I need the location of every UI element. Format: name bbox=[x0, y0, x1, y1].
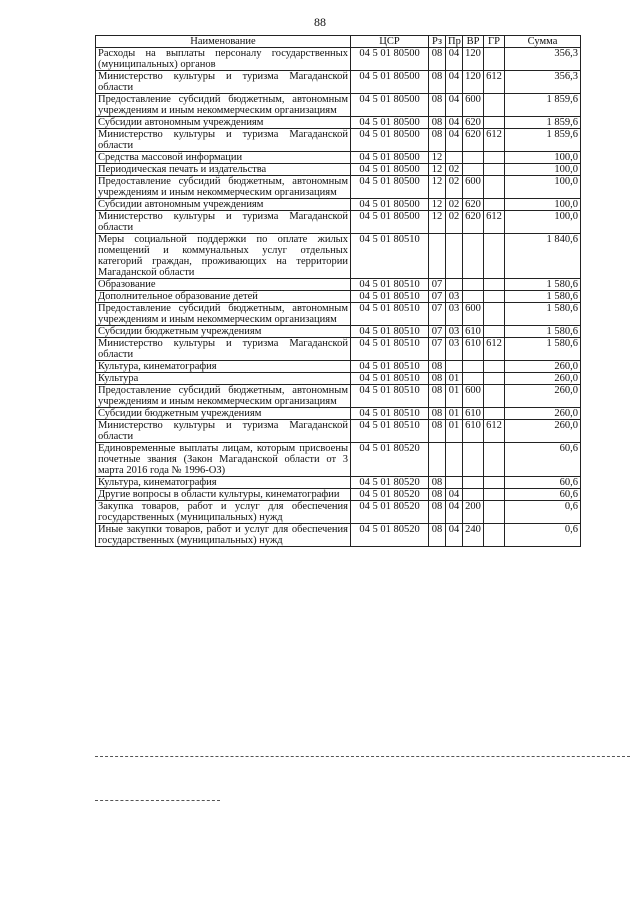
cell-gr: 612 bbox=[484, 129, 505, 152]
cell-rz: 12 bbox=[429, 176, 446, 199]
cell-csr: 04 5 01 80500 bbox=[351, 176, 429, 199]
cell-rz: 07 bbox=[429, 338, 446, 361]
table-body bbox=[96, 48, 581, 547]
cell-name: Субсидии автономным учреждениям bbox=[96, 199, 351, 211]
cell-gr bbox=[484, 117, 505, 129]
cell-vr bbox=[463, 361, 484, 373]
cell-name: Средства массовой информации bbox=[96, 152, 351, 164]
table-row bbox=[96, 117, 581, 129]
table-row bbox=[96, 373, 581, 385]
cell-gr: 612 bbox=[484, 420, 505, 443]
table-row bbox=[96, 94, 581, 117]
cell-name: Министерство культуры и туризма Магаданской области bbox=[96, 420, 351, 443]
cell-gr bbox=[484, 303, 505, 326]
table-row bbox=[96, 408, 581, 420]
cell-vr bbox=[463, 234, 484, 279]
cell-gr bbox=[484, 94, 505, 117]
cell-vr: 610 bbox=[463, 420, 484, 443]
table-row bbox=[96, 291, 581, 303]
cell-sum: 260,0 bbox=[505, 420, 581, 443]
table-row bbox=[96, 211, 581, 234]
table-row bbox=[96, 489, 581, 501]
table-header-row bbox=[96, 36, 581, 48]
cell-csr: 04 5 01 80500 bbox=[351, 48, 429, 71]
cell-csr: 04 5 01 80500 bbox=[351, 129, 429, 152]
cell-vr: 200 bbox=[463, 501, 484, 524]
table-row bbox=[96, 385, 581, 408]
cell-name: Министерство культуры и туризма Магаданской области bbox=[96, 211, 351, 234]
cell-pr: 04 bbox=[446, 501, 463, 524]
cell-name: Периодическая печать и издательства bbox=[96, 164, 351, 176]
cell-sum: 260,0 bbox=[505, 361, 581, 373]
cell-vr: 610 bbox=[463, 326, 484, 338]
cell-gr: 612 bbox=[484, 211, 505, 234]
cell-rz: 07 bbox=[429, 326, 446, 338]
cell-pr: 01 bbox=[446, 385, 463, 408]
cell-vr: 120 bbox=[463, 48, 484, 71]
cell-gr bbox=[484, 408, 505, 420]
cell-name: Предоставление субсидий бюджетным, автономным учреждениям и иным некоммерческим организациям bbox=[96, 385, 351, 408]
cell-pr: 04 bbox=[446, 48, 463, 71]
cell-csr: 04 5 01 80510 bbox=[351, 338, 429, 361]
cell-sum: 0,6 bbox=[505, 501, 581, 524]
cell-csr: 04 5 01 80500 bbox=[351, 199, 429, 211]
column-header-name: Наименование bbox=[96, 36, 351, 48]
cell-pr: 04 bbox=[446, 94, 463, 117]
cell-sum: 1 840,6 bbox=[505, 234, 581, 279]
cell-vr bbox=[463, 489, 484, 501]
table-row bbox=[96, 420, 581, 443]
cell-gr bbox=[484, 199, 505, 211]
cell-sum: 100,0 bbox=[505, 199, 581, 211]
cell-name: Меры социальной поддержки по оплате жилых помещений и коммунальных услуг отдельных категорий граждан, проживающих на территории Магаданской области bbox=[96, 234, 351, 279]
cell-sum: 100,0 bbox=[505, 152, 581, 164]
cell-csr: 04 5 01 80520 bbox=[351, 489, 429, 501]
cell-pr: 03 bbox=[446, 303, 463, 326]
cell-name: Иные закупки товаров, работ и услуг для обеспечения государственных (муниципальных) нужд bbox=[96, 524, 351, 547]
cell-vr bbox=[463, 164, 484, 176]
cell-csr: 04 5 01 80520 bbox=[351, 524, 429, 547]
cell-name: Культура bbox=[96, 373, 351, 385]
cell-rz: 12 bbox=[429, 164, 446, 176]
cell-csr: 04 5 01 80510 bbox=[351, 279, 429, 291]
cell-vr bbox=[463, 152, 484, 164]
cell-name: Предоставление субсидий бюджетным, автономным учреждениям и иным некоммерческим организациям bbox=[96, 303, 351, 326]
cell-vr: 240 bbox=[463, 524, 484, 547]
cell-pr: 02 bbox=[446, 164, 463, 176]
table-row bbox=[96, 443, 581, 477]
cell-csr: 04 5 01 80520 bbox=[351, 443, 429, 477]
cell-csr: 04 5 01 80520 bbox=[351, 501, 429, 524]
cell-vr bbox=[463, 279, 484, 291]
cell-gr: 612 bbox=[484, 71, 505, 94]
table-row bbox=[96, 303, 581, 326]
table-row bbox=[96, 279, 581, 291]
cell-csr: 04 5 01 80510 bbox=[351, 291, 429, 303]
table-row bbox=[96, 48, 581, 71]
cell-gr bbox=[484, 48, 505, 71]
cell-pr: 04 bbox=[446, 117, 463, 129]
cell-pr bbox=[446, 279, 463, 291]
cell-sum: 100,0 bbox=[505, 164, 581, 176]
cell-rz: 12 bbox=[429, 152, 446, 164]
cell-gr bbox=[484, 373, 505, 385]
cell-vr bbox=[463, 443, 484, 477]
table-row bbox=[96, 361, 581, 373]
cell-gr bbox=[484, 326, 505, 338]
cell-rz bbox=[429, 443, 446, 477]
table-row bbox=[96, 71, 581, 94]
cell-sum: 1 580,6 bbox=[505, 291, 581, 303]
cell-csr: 04 5 01 80510 bbox=[351, 234, 429, 279]
cell-sum: 0,6 bbox=[505, 524, 581, 547]
cell-rz: 07 bbox=[429, 291, 446, 303]
cell-pr: 03 bbox=[446, 326, 463, 338]
cell-pr: 01 bbox=[446, 373, 463, 385]
cell-vr: 620 bbox=[463, 211, 484, 234]
cell-rz: 08 bbox=[429, 117, 446, 129]
cell-rz: 08 bbox=[429, 361, 446, 373]
cell-vr: 620 bbox=[463, 129, 484, 152]
cell-vr: 600 bbox=[463, 385, 484, 408]
cell-vr: 610 bbox=[463, 338, 484, 361]
cell-name: Министерство культуры и туризма Магаданской области bbox=[96, 338, 351, 361]
table-row bbox=[96, 176, 581, 199]
cell-vr bbox=[463, 477, 484, 489]
cell-sum: 1 859,6 bbox=[505, 94, 581, 117]
cell-sum: 1 859,6 bbox=[505, 117, 581, 129]
cell-gr bbox=[484, 176, 505, 199]
cell-pr bbox=[446, 443, 463, 477]
cell-rz bbox=[429, 234, 446, 279]
column-header-gr: ГР bbox=[484, 36, 505, 48]
cell-csr: 04 5 01 80500 bbox=[351, 152, 429, 164]
cell-rz: 08 bbox=[429, 420, 446, 443]
cell-pr: 04 bbox=[446, 129, 463, 152]
cell-sum: 1 859,6 bbox=[505, 129, 581, 152]
cell-gr bbox=[484, 361, 505, 373]
cell-vr: 120 bbox=[463, 71, 484, 94]
table-row bbox=[96, 501, 581, 524]
cell-sum: 100,0 bbox=[505, 211, 581, 234]
cell-name: Дополнительное образование детей bbox=[96, 291, 351, 303]
cell-pr: 02 bbox=[446, 211, 463, 234]
cell-vr: 600 bbox=[463, 303, 484, 326]
cell-gr: 612 bbox=[484, 338, 505, 361]
cell-name: Субсидии автономным учреждениям bbox=[96, 117, 351, 129]
column-header-csr: ЦСР bbox=[351, 36, 429, 48]
cell-name: Культура, кинематография bbox=[96, 477, 351, 489]
footer-divider bbox=[95, 756, 630, 757]
cell-csr: 04 5 01 80500 bbox=[351, 94, 429, 117]
cell-gr bbox=[484, 443, 505, 477]
cell-sum: 260,0 bbox=[505, 373, 581, 385]
cell-name: Предоставление субсидий бюджетным, автономным учреждениям и иным некоммерческим организациям bbox=[96, 94, 351, 117]
cell-csr: 04 5 01 80500 bbox=[351, 211, 429, 234]
cell-name: Единовременные выплаты лицам, которым присвоены почетные звания (Закон Магаданской области от 3 марта 2016 года № 1996-ОЗ) bbox=[96, 443, 351, 477]
cell-csr: 04 5 01 80500 bbox=[351, 71, 429, 94]
cell-sum: 356,3 bbox=[505, 71, 581, 94]
cell-sum: 60,6 bbox=[505, 477, 581, 489]
cell-name: Другие вопросы в области культуры, кинематографии bbox=[96, 489, 351, 501]
cell-rz: 08 bbox=[429, 94, 446, 117]
cell-sum: 1 580,6 bbox=[505, 303, 581, 326]
column-header-sum: Сумма bbox=[505, 36, 581, 48]
cell-gr bbox=[484, 477, 505, 489]
cell-vr bbox=[463, 291, 484, 303]
cell-vr: 600 bbox=[463, 176, 484, 199]
cell-pr: 03 bbox=[446, 291, 463, 303]
cell-pr bbox=[446, 152, 463, 164]
cell-name: Культура, кинематография bbox=[96, 361, 351, 373]
cell-csr: 04 5 01 80510 bbox=[351, 303, 429, 326]
cell-pr: 03 bbox=[446, 338, 463, 361]
cell-gr bbox=[484, 501, 505, 524]
table-row bbox=[96, 152, 581, 164]
cell-vr: 610 bbox=[463, 408, 484, 420]
cell-sum: 60,6 bbox=[505, 443, 581, 477]
cell-csr: 04 5 01 80510 bbox=[351, 420, 429, 443]
cell-rz: 07 bbox=[429, 303, 446, 326]
cell-rz: 08 bbox=[429, 385, 446, 408]
cell-gr bbox=[484, 291, 505, 303]
cell-pr: 04 bbox=[446, 489, 463, 501]
table-row bbox=[96, 338, 581, 361]
cell-pr: 02 bbox=[446, 199, 463, 211]
cell-csr: 04 5 01 80510 bbox=[351, 385, 429, 408]
cell-gr bbox=[484, 524, 505, 547]
cell-gr bbox=[484, 385, 505, 408]
cell-gr bbox=[484, 152, 505, 164]
cell-name: Министерство культуры и туризма Магаданской области bbox=[96, 71, 351, 94]
cell-csr: 04 5 01 80510 bbox=[351, 408, 429, 420]
cell-sum: 356,3 bbox=[505, 48, 581, 71]
cell-sum: 1 580,6 bbox=[505, 279, 581, 291]
cell-sum: 1 580,6 bbox=[505, 326, 581, 338]
cell-rz: 08 bbox=[429, 373, 446, 385]
cell-csr: 04 5 01 80510 bbox=[351, 373, 429, 385]
cell-rz: 08 bbox=[429, 48, 446, 71]
column-header-rz: Рз bbox=[429, 36, 446, 48]
cell-name: Субсидии бюджетным учреждениям bbox=[96, 326, 351, 338]
cell-sum: 260,0 bbox=[505, 408, 581, 420]
cell-gr bbox=[484, 234, 505, 279]
cell-rz: 08 bbox=[429, 129, 446, 152]
cell-rz: 08 bbox=[429, 477, 446, 489]
page-number: 88 bbox=[314, 15, 326, 29]
cell-name: Закупка товаров, работ и услуг для обеспечения государственных (муниципальных) нужд bbox=[96, 501, 351, 524]
cell-rz: 12 bbox=[429, 211, 446, 234]
table-row bbox=[96, 164, 581, 176]
cell-pr: 04 bbox=[446, 71, 463, 94]
cell-csr: 04 5 01 80510 bbox=[351, 361, 429, 373]
cell-pr: 01 bbox=[446, 408, 463, 420]
cell-gr bbox=[484, 489, 505, 501]
table-row bbox=[96, 234, 581, 279]
cell-pr: 02 bbox=[446, 176, 463, 199]
cell-name: Предоставление субсидий бюджетным, автономным учреждениям и иным некоммерческим организациям bbox=[96, 176, 351, 199]
table-row bbox=[96, 477, 581, 489]
cell-name: Образование bbox=[96, 279, 351, 291]
cell-vr: 620 bbox=[463, 199, 484, 211]
cell-sum: 1 580,6 bbox=[505, 338, 581, 361]
cell-vr: 620 bbox=[463, 117, 484, 129]
cell-csr: 04 5 01 80520 bbox=[351, 477, 429, 489]
cell-csr: 04 5 01 80500 bbox=[351, 164, 429, 176]
cell-vr: 600 bbox=[463, 94, 484, 117]
cell-csr: 04 5 01 80500 bbox=[351, 117, 429, 129]
table-row bbox=[96, 524, 581, 547]
cell-rz: 08 bbox=[429, 489, 446, 501]
cell-rz: 07 bbox=[429, 279, 446, 291]
cell-pr bbox=[446, 234, 463, 279]
footnote-divider bbox=[95, 800, 220, 801]
cell-rz: 08 bbox=[429, 408, 446, 420]
cell-name: Расходы на выплаты персоналу государственных (муниципальных) органов bbox=[96, 48, 351, 71]
cell-rz: 08 bbox=[429, 71, 446, 94]
cell-rz: 08 bbox=[429, 501, 446, 524]
cell-gr bbox=[484, 164, 505, 176]
cell-name: Министерство культуры и туризма Магаданской области bbox=[96, 129, 351, 152]
cell-sum: 260,0 bbox=[505, 385, 581, 408]
cell-pr: 04 bbox=[446, 524, 463, 547]
table-row bbox=[96, 129, 581, 152]
cell-csr: 04 5 01 80510 bbox=[351, 326, 429, 338]
cell-sum: 60,6 bbox=[505, 489, 581, 501]
table-row bbox=[96, 326, 581, 338]
cell-rz: 08 bbox=[429, 524, 446, 547]
table-row bbox=[96, 199, 581, 211]
cell-name: Субсидии бюджетным учреждениям bbox=[96, 408, 351, 420]
cell-pr: 01 bbox=[446, 420, 463, 443]
cell-pr bbox=[446, 477, 463, 489]
cell-sum: 100,0 bbox=[505, 176, 581, 199]
column-header-vr: ВР bbox=[463, 36, 484, 48]
cell-pr bbox=[446, 361, 463, 373]
budget-table bbox=[95, 35, 581, 547]
cell-rz: 12 bbox=[429, 199, 446, 211]
column-header-pr: Пр bbox=[446, 36, 463, 48]
cell-vr bbox=[463, 373, 484, 385]
cell-gr bbox=[484, 279, 505, 291]
